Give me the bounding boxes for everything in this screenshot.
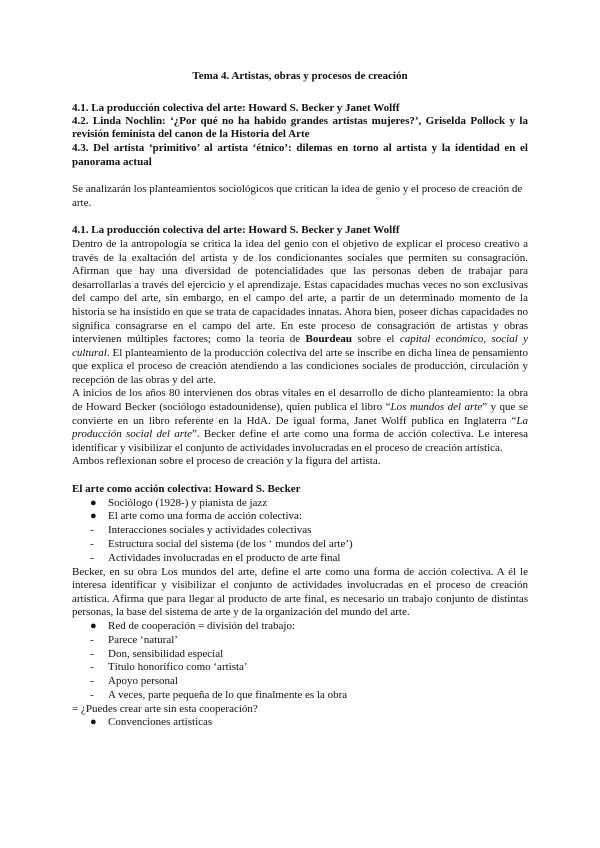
toc-item-4-1: 4.1. La producción colectiva del arte: Howard S. Becker y Janet Wolff xyxy=(72,101,400,114)
list-item xyxy=(72,661,528,675)
bullet-icon: ● xyxy=(90,716,97,729)
body-paragraph: Becker, en su obra Los mundos del arte, define el arte como una forma de acción colectiva. A él le interesa identificar y visibilizar el conjunto de actividades involucradas en el proceso de creación artística. Afirma que para llegar al producto de arte final, es necesario un trabajo conjunto de distintas personas, la base del sistema de arte y de la organización del mundo del arte. xyxy=(72,565,528,619)
dash-icon: - xyxy=(90,551,94,564)
bullet-list-2 xyxy=(72,620,528,703)
intro-paragraph: Se analizarán los planteamientos sociológicos que critican la idea de genio y el proceso de creación de arte. xyxy=(72,183,523,209)
list-item xyxy=(72,689,528,703)
section-heading: 4.1. La producción colectiva del arte: Howard S. Becker y Janet Wolff xyxy=(72,224,400,237)
bold-term-bourdeau: Bourdeau xyxy=(305,333,353,346)
text-run: ” y que se convierte en un libro referente en la HdA. De igual forma, Janet Wolff publica en Inglaterra “ xyxy=(72,401,528,427)
bullet-list-3 xyxy=(72,716,528,730)
spacer xyxy=(72,469,528,483)
list-item xyxy=(72,716,528,730)
list-item-text: Actividades involucradas en el producto de arte final xyxy=(108,551,341,564)
document-title: Tema 4. Artistas, obras y procesos de creación xyxy=(192,70,408,82)
list-item-text: Sociólogo (1928-) y pianista de jazz xyxy=(108,496,268,509)
list-item-text: Don, sensibilidad especial xyxy=(108,647,224,660)
list-item-text: Título honorífico como ‘artista’ xyxy=(108,661,248,674)
section-heading: El arte como acción colectiva: Howard S. Becker xyxy=(72,483,301,496)
toc-item-4-3: 4.3. Del artista ‘primitivo’ al artista ‘étnico’: dilemas en torno al artista y la identidad en el panorama actual xyxy=(72,141,528,168)
body-paragraph-3: Ambos reflexionan sobre el proceso de creación y la figura del artista. xyxy=(72,455,381,468)
text-run: sobre el xyxy=(352,333,400,346)
dash-icon: - xyxy=(90,647,94,660)
list-item xyxy=(72,510,528,524)
list-item-text: Parece ‘natural’ xyxy=(108,633,178,646)
list-item-text: Convenciones artísticas xyxy=(108,716,213,729)
body-paragraph-2 xyxy=(72,387,528,455)
dash-icon: - xyxy=(90,675,94,688)
bullet-list-1 xyxy=(72,497,528,566)
bullet-icon: ● xyxy=(90,620,97,632)
document-page xyxy=(72,70,528,730)
text-run: ”. Becker define el arte como una forma de acción colectiva. Le interesa identificar y visibilizar el conjunto de actividades involucradas en el proceso de creación artística. xyxy=(72,428,528,454)
question-line: = ¿Puedes crear arte sin esta cooperación? xyxy=(72,702,258,715)
list-item xyxy=(72,675,528,689)
bullet-icon: ● xyxy=(90,510,97,523)
italic-term-capital: capital económico, social y cultural xyxy=(72,333,529,359)
list-item-text: A veces, parte pequeña de lo que finalmente es la obra xyxy=(108,688,348,701)
section-4-1 xyxy=(72,224,528,469)
dash-icon: - xyxy=(90,661,94,674)
list-item xyxy=(72,634,528,648)
list-item xyxy=(72,524,528,538)
table-of-contents xyxy=(72,101,528,170)
dash-icon: - xyxy=(90,538,94,551)
list-item-text: Estructura social del sistema (de los ‘ mundos del arte’) xyxy=(108,538,353,551)
section-becker xyxy=(72,483,528,730)
body-paragraph-1 xyxy=(72,238,528,388)
book-title-la-produccion-social: La producción social del arte xyxy=(72,414,528,441)
text-run: A inicios de los años 80 intervienen dos obras vitales en el desarrollo de dicho planteamiento: la obra de Howard Becker (sociólogo estadounidense), quien publica el libro “ xyxy=(72,387,528,414)
list-item-text: El arte como una forma de acción colectiva: xyxy=(108,510,302,523)
toc-item-4-2: 4.2. Linda Nochlin: ‘¿Por qué no ha habido grandes artistas mujeres?’, Griselda Pollock y la revisión feminista del canon de la Historia del Arte xyxy=(72,114,528,141)
dash-icon: - xyxy=(90,688,94,701)
text-run: . El planteamiento de la producción colectiva del arte se inscribe en dicha línea de pensamiento que explica el proceso de creación atendiendo a las condiciones sociales de producción, circulación y recepción de las obras y del arte. xyxy=(72,346,528,386)
list-item xyxy=(72,538,528,552)
list-item xyxy=(72,552,528,566)
list-item xyxy=(72,648,528,662)
list-item-text: Apoyo personal xyxy=(108,675,178,688)
book-title-los-mundos-del-arte: Los mundos del arte xyxy=(390,401,483,414)
list-item xyxy=(72,497,528,511)
list-item-text: Red de cooperación = división del trabajo: xyxy=(108,620,296,632)
bullet-icon: ● xyxy=(90,496,97,509)
text-run: Dentro de la antropología se critica la idea del genio con el objetivo de explicar el proceso creativo a través de la exaltación del artista y de los condicionantes sociales que permiten su consagración. Afirman que hay una diversidad de potencialidades que las personas deben de trabajar para desarrollarlas a través del ejercicio y el aprendizaje. Estas capacidades muchas veces no son exclusivas del campo del arte, sin embargo, en el campo del arte, a partir de un determinado momento de la historia se ha insistido en que se trata de capacidades innatas. Ahora bien, poseer dichas capacidades no significa consagrarse en el campo del arte. En este proceso de consagración de artistas y obras intervienen múltiples factores; como la teoría de xyxy=(72,237,528,346)
list-item-text: Interacciones sociales y actividades colectivas xyxy=(108,524,312,537)
dash-icon: - xyxy=(90,633,94,646)
dash-icon: - xyxy=(90,524,94,537)
list-item xyxy=(72,620,528,634)
